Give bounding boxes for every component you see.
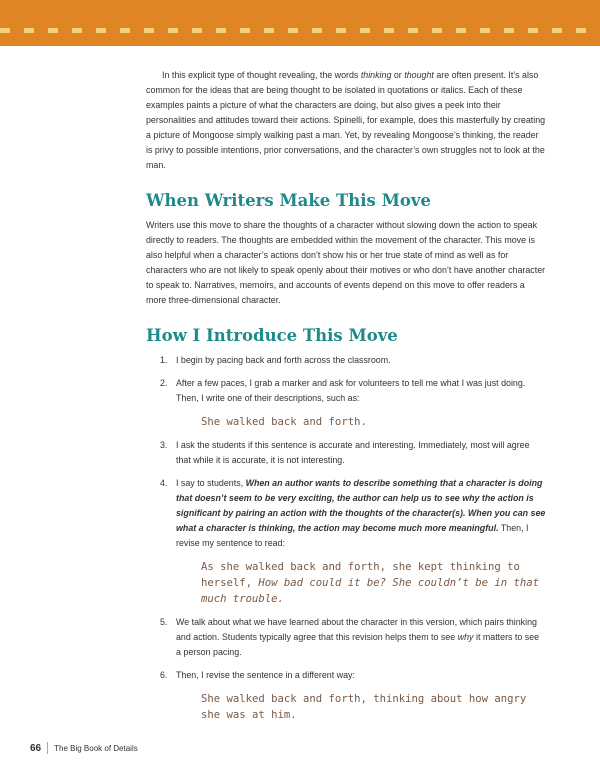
page-footer [30,742,138,754]
list-item [146,668,546,723]
step-bold-italic-quote: When an author wants to describe something that a character is doing that doesn’t seem to be very exciting, the author can help us to see why the action is significant by pairing an action with the thoughts of the character(s). When you can see what a character is thinking, the action may become much more meaningful. [176,478,546,533]
list-item [146,353,546,368]
step-number: 1. [160,355,168,365]
footer-divider [47,742,48,754]
section-when-body: Writers use this move to share the thoughts of a character without slowing down the action to speak directly to readers. The thoughts are embedded within the movement of the character. This move is also helpful when a character’s actions don’t show his or her true state of mind as well as for characters who are not likely to speak openly about their motives or who don’t have another character to speak to. Narratives, memoirs, and accounts of events depend on this move to offer readers a more three-dimensional character. [146,220,546,305]
section-heading-how: How I Introduce This Move [146,326,398,345]
step-number: 2. [160,378,168,388]
list-item [146,476,546,607]
list-item [146,438,546,468]
step-number: 6. [160,670,168,680]
example-text: As she walked back and forth, she kept thinking to herself, [201,561,520,589]
intro-text-1: In this explicit type of thought revealing, the words [162,70,361,80]
section-heading-when: When Writers Make This Move [146,191,431,210]
list-item [146,376,546,430]
step-italic-why: why [457,632,474,642]
step-text: After a few paces, I grab a marker and ask for volunteers to tell me what I was just doing. Then, I write one of their descriptions, such as: [176,378,526,403]
step-text-tail: Then, I revise my sentence to read: [176,523,529,548]
intro-paragraph [146,68,546,173]
steps-list [146,353,546,723]
example-italic-thought: How bad could it be? She couldn’t be in that much trouble. [201,577,540,605]
step-text: I ask the students if this sentence is accurate and interesting. Immediately, most will agree that while it is accurate, it is not interesting. [176,440,530,465]
dashed-stripe [0,28,600,33]
top-orange-band [0,0,600,46]
example-sentence: She walked back and forth, thinking about how angry she was at him. [201,693,527,721]
page-number: 66 [30,742,42,754]
intro-text-3: are often present. It’s also common for the ideas that are being thought to be isolated in quotations or italics. Each of these examples paints a picture of what the characters are doing, but also gives a peek into their personalities and attitudes toward their actions. Spinelli, for example, does this masterfully by creating a picture of Mongoose simply walking past a man. Yet, by revealing Mongoose’s thinking, the reader is privy to possible intentions, prior conversations, and the character’s own struggles not to look at the man. [146,70,546,170]
step-text-tail: it matters to see a person pacing. [176,632,540,657]
step-text: I begin by pacing back and forth across the classroom. [176,355,391,365]
intro-text-2: or [391,70,405,80]
example-sentence: She walked back and forth. [201,416,367,428]
step-text: We talk about what we have learned about the character in this version, which pairs thinking and action. Students typically agree that this revision helps them to see [176,617,537,642]
step-number: 4. [160,478,168,488]
step-text: I say to students, [176,478,246,488]
book-title: The Big Book of Details [54,743,138,753]
page-content [146,68,546,731]
step-text: Then, I revise the sentence in a different way: [176,670,355,680]
intro-italic-thought: thought [404,70,434,80]
step-number: 3. [160,440,168,450]
example-sentence [201,559,546,607]
list-item [146,615,546,660]
intro-italic-thinking: thinking [360,70,392,80]
step-number: 5. [160,617,168,627]
